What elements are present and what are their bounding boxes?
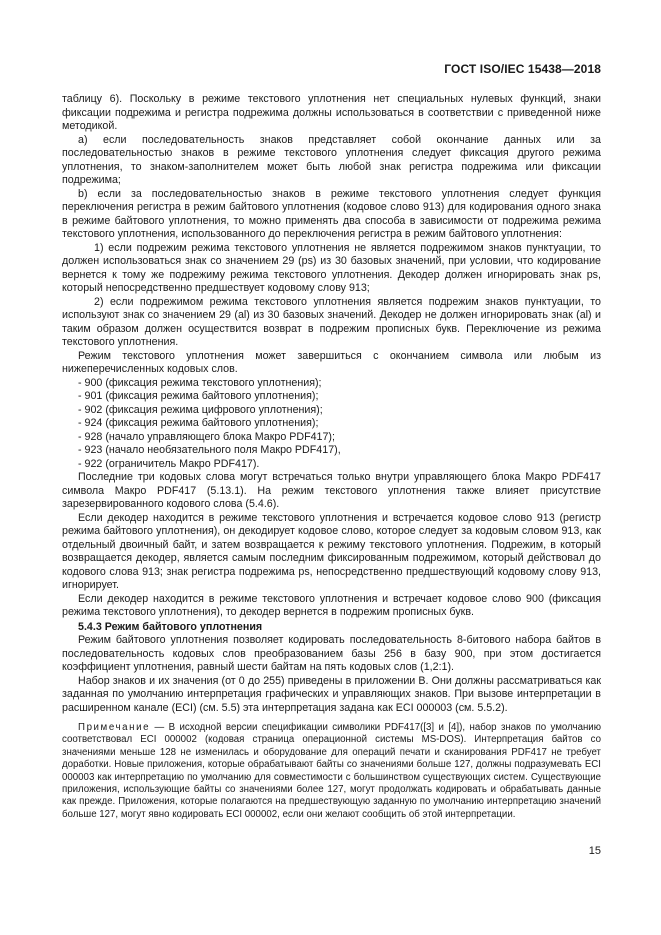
paragraph: Если декодер находится в режиме текстового уплотнения и встречается кодовое слово 913 (регистр режима байтового уплотнения), он декодирует кодовое слово, которое следует за кодовым словом 913, как отдельный двоичный байт, и затем возвращается к режиму текстового уплотнения. Подрежим, в который возвращается декодер, является самым последним фиксированным подрежимом, который действовал до кодового слова 913; знак регистра подрежима ps, непосредственно предшествующий кодовому слову 913, игнорирует. xyxy=(62,511,601,591)
list-item: - 923 (начало необязательного поля Макро PDF417), xyxy=(78,444,341,456)
list-item: - 902 (фиксация режима цифрового уплотнения); xyxy=(78,403,323,416)
document-body xyxy=(62,93,601,821)
paragraph: Если декодер находится в режиме текстового уплотнения и встречает кодовое слово 900 (фиксация режима текстового уплотнения), то декодер вернется в подрежим прописных букв. xyxy=(62,592,601,618)
paragraph: Режим текстового уплотнения может завершиться с окончанием символа или любым из нижеперечисленных кодовых слов. xyxy=(62,349,601,375)
codeword-list xyxy=(62,377,601,472)
list-item: - 901 (фиксация режима байтового уплотнения); xyxy=(78,390,319,402)
note-label: Примечание xyxy=(78,722,151,733)
document-header: ГОСТ ISO/IEC 15438—2018 xyxy=(444,62,601,76)
paragraph: таблицу 6). Поскольку в режиме текстового уплотнения нет специальных нулевых функций, знаки фиксации подрежима и регистра подрежима должны использоваться в соответствии с приведенной ниже методикой. xyxy=(62,93,601,132)
page-number: 15 xyxy=(588,845,601,857)
list-item: - 928 (начало управляющего блока Макро PDF417); xyxy=(78,430,335,443)
note-text: — В исходной версии спецификации символики PDF417([3] и [4]), набор знаков по умолчанию соответствовал ECI 000002 (кодовая страница операционной системы MS-DOS). Интерпретация байтов со значениями меньше 128 не изменилась и оборудование для операций печати и сканирования PDF417 не требует доработки. Новые приложения, которые обрабатывают байты со значениями больше 127, должны подразумевать ECI 000003 как интерпретацию по умолчанию для совместимости с большинством существующих систем. Существующие приложения, использующие байты со значениями более 127, могут продолжать кодировать и обрабатывать данные как прежде. Приложения, которые полагаются на предшествующую заданную по умолчанию интерпретацию значений больше 127, могут явно кодировать ECI 000002, если они желают сообщить об этой интерпретации. xyxy=(62,722,601,820)
paragraph: Набор знаков и их значения (от 0 до 255) приведены в приложении В. Они должны рассматриваться как заданная по умолчанию интерпретация графических и управляющих знаков. При вызове интерпретации в расширенном канале (ECI) (см. 5.5) эта интерпретация задана как ECI 000003 (см. 5.5.2). xyxy=(62,674,601,714)
paragraph: Последние три кодовых слова могут встречаться только внутри управляющего блока Макро PDF417 символа Макро PDF417 (5.13.1). На режим текстового уплотнения также влияет присутствие зарезервированного кодового слова (5.4.6). xyxy=(62,471,601,510)
list-item: - 922 (ограничитель Макро PDF417). xyxy=(78,457,260,470)
paragraph-item-a: a) если последовательность знаков представляет собой окончание данных или за последовательностью знаков в режиме текстового уплотнения следует фиксация другого режима уплотнения, то знаком-заполнителем может быть любой знак регистра подрежима или фиксации подрежима; xyxy=(62,133,601,186)
section-title: 5.4.3 Режим байтового уплотнения xyxy=(78,620,263,633)
paragraph: Режим байтового уплотнения позволяет кодировать последовательность 8-битового набора байтов в последовательность кодовых слов преобразованием базы 256 в базу 900, при этом достигается коэффициент уплотнения, равный шести байтам на пять кодовых слов (1,2:1). xyxy=(62,634,601,673)
paragraph-subitem-2: 2) если подрежимом режима текстового уплотнения является подрежим знаков пунктуации, то используют знак со значением 29 (al) из 30 базовых значений. Декодер не должен игнорировать знак (al) и таким образом должен осуществится возврат в подрежим прописных букв. Переключение из режима текстового уплотнения. xyxy=(62,295,601,348)
note xyxy=(62,722,601,821)
paragraph-item-b: b) если за последовательностью знаков в режиме текстового уплотнения следует функция переключения регистра в режим байтового уплотнения (кодовое слово 913) для кодирования одного знака в режиме байтового уплотнения, то можно применять два способа в зависимости от подрежима режима текстового уплотнения, использованного до переключения регистра в режим байтового уплотнения: xyxy=(62,187,601,240)
list-item: - 924 (фиксация режима байтового уплотнения); xyxy=(78,417,319,429)
paragraph-subitem-1: 1) если подрежим режима текстового уплотнения не является подрежимом знаков пунктуации, то должен использоваться знак со значением 29 (ps) из 30 базовых значений, при условии, что кодирование вернется к тому же подрежиму режима текстового уплотнения. Декодер должен игнорировать знак ps, который непосредственно предшествует кодовому слову 913; xyxy=(62,241,601,294)
list-item: - 900 (фиксация режима текстового уплотнения); xyxy=(78,376,322,389)
